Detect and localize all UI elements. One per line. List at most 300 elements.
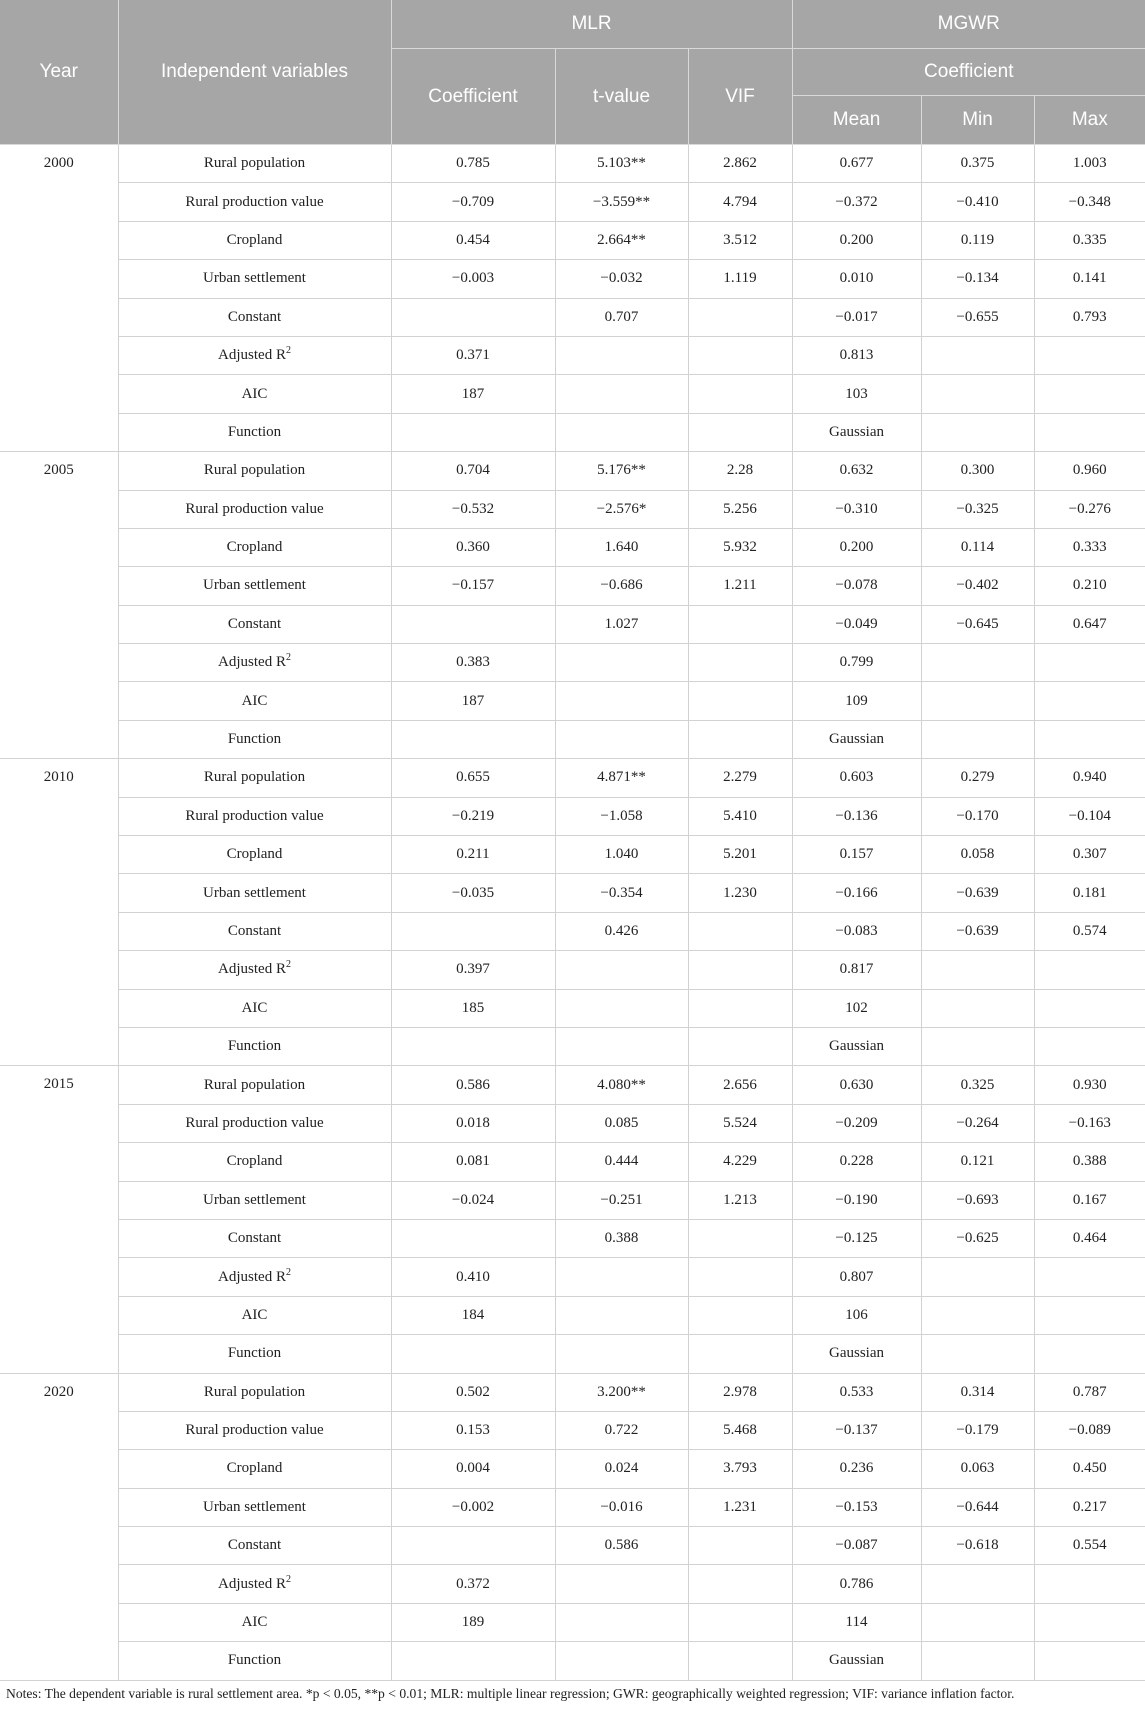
vif-cell: 1.213 xyxy=(688,1181,792,1219)
mgwr-min-cell: 0.279 xyxy=(921,759,1034,797)
variable-cell xyxy=(118,183,391,221)
table-row xyxy=(0,951,1145,989)
mgwr-mean-cell: 0.786 xyxy=(792,1565,921,1603)
superscript: 2 xyxy=(285,1573,291,1585)
table-row xyxy=(0,413,1145,451)
variable-label: Constant xyxy=(227,923,282,939)
vif-cell xyxy=(688,912,792,950)
variable-label: Adjusted R xyxy=(218,1268,286,1285)
table-row xyxy=(0,145,1145,183)
table-row xyxy=(0,528,1145,566)
mgwr-min-cell xyxy=(921,1258,1034,1296)
t-value-cell: −0.354 xyxy=(555,874,688,912)
mlr-coefficient-cell: 0.397 xyxy=(391,951,555,989)
mgwr-max-cell: −0.104 xyxy=(1034,797,1145,835)
t-value-cell: 4.080** xyxy=(555,1066,688,1104)
mgwr-max-cell: −0.276 xyxy=(1034,490,1145,528)
vif-cell: 5.468 xyxy=(688,1411,792,1449)
table-row xyxy=(0,1411,1145,1449)
vif-cell xyxy=(688,336,792,374)
mgwr-max-cell: 0.388 xyxy=(1034,1143,1145,1181)
mgwr-min-cell: −0.410 xyxy=(921,183,1034,221)
mgwr-min-cell xyxy=(921,1565,1034,1603)
t-value-cell xyxy=(555,1565,688,1603)
variable-label: Adjusted R xyxy=(218,347,286,364)
variable-label: Adjusted R xyxy=(218,961,286,978)
mgwr-min-cell xyxy=(921,1296,1034,1334)
mgwr-mean-cell: 0.010 xyxy=(792,260,921,298)
vif-cell xyxy=(688,951,792,989)
year-cell: 2010 xyxy=(0,759,118,1066)
table-notes: Notes: The dependent variable is rural settlement area. *p < 0.05, **p < 0.01; MLR: multiple linear regression; GWR: geographically weighted regression; VIF: variance inflation factor. xyxy=(6,1686,1015,1701)
mgwr-max-cell xyxy=(1034,1565,1145,1603)
mgwr-min-cell: 0.114 xyxy=(921,528,1034,566)
variable-label: Adjusted R xyxy=(218,654,286,671)
mgwr-min-cell: 0.314 xyxy=(921,1373,1034,1411)
mgwr-mean-cell: 0.813 xyxy=(792,336,921,374)
variable-label: Rural population xyxy=(203,462,306,479)
variable-cell xyxy=(118,989,391,1027)
variable-cell xyxy=(118,1219,391,1257)
year-cell: 2005 xyxy=(0,452,118,759)
t-value-cell xyxy=(555,1335,688,1373)
t-value-cell xyxy=(555,1258,688,1296)
table-row xyxy=(0,1642,1145,1680)
mlr-coefficient-cell: −0.709 xyxy=(391,183,555,221)
variable-label: Rural production value xyxy=(185,1114,324,1131)
table-row xyxy=(0,720,1145,758)
mgwr-min-cell xyxy=(921,682,1034,720)
t-value-cell xyxy=(555,413,688,451)
mlr-coefficient-cell: 0.081 xyxy=(391,1143,555,1181)
mgwr-mean-cell: 0.236 xyxy=(792,1450,921,1488)
mgwr-mean-cell: 0.630 xyxy=(792,1066,921,1104)
mlr-coefficient-cell: −0.157 xyxy=(391,567,555,605)
variable-label: Urban settlement xyxy=(203,577,306,594)
mgwr-mean-cell: −0.166 xyxy=(792,874,921,912)
table-row xyxy=(0,375,1145,413)
vif-cell: 5.201 xyxy=(688,836,792,874)
variable-cell xyxy=(118,1143,391,1181)
mlr-coefficient-cell xyxy=(391,605,555,643)
mgwr-min-cell: −0.639 xyxy=(921,912,1034,950)
mgwr-min-cell: −0.645 xyxy=(921,605,1034,643)
mgwr-min-cell xyxy=(921,720,1034,758)
mgwr-mean-cell: −0.137 xyxy=(792,1411,921,1449)
vif-cell xyxy=(688,1565,792,1603)
variable-label: Cropland xyxy=(226,846,283,863)
mgwr-min-cell: 0.300 xyxy=(921,452,1034,490)
vif-cell xyxy=(688,1219,792,1257)
mgwr-min-cell: 0.058 xyxy=(921,836,1034,874)
variable-label: AIC xyxy=(241,1614,268,1631)
mgwr-mean-cell: 0.200 xyxy=(792,528,921,566)
mgwr-min-cell: 0.375 xyxy=(921,145,1034,183)
variable-cell xyxy=(118,797,391,835)
variable-cell xyxy=(118,1027,391,1065)
variable-cell xyxy=(118,1066,391,1104)
mgwr-mean-cell: 0.157 xyxy=(792,836,921,874)
variable-label: Urban settlement xyxy=(203,1191,306,1208)
table-row xyxy=(0,1258,1145,1296)
mlr-coefficient-cell: 0.785 xyxy=(391,145,555,183)
variable-cell xyxy=(118,836,391,874)
t-value-cell: 0.024 xyxy=(555,1450,688,1488)
mgwr-mean-cell: −0.087 xyxy=(792,1527,921,1565)
t-value-cell: 5.176** xyxy=(555,452,688,490)
mlr-coefficient-cell: 0.502 xyxy=(391,1373,555,1411)
t-value-cell xyxy=(555,1027,688,1065)
t-value-cell: 1.040 xyxy=(555,836,688,874)
variable-label: Constant xyxy=(227,1537,282,1554)
mlr-coefficient-cell: 0.586 xyxy=(391,1066,555,1104)
mgwr-mean-cell: −0.078 xyxy=(792,567,921,605)
header-mgwr-coefficient: Coefficient xyxy=(792,49,1145,96)
vif-cell: 4.794 xyxy=(688,183,792,221)
mgwr-mean-cell: 0.200 xyxy=(792,221,921,259)
mgwr-min-cell xyxy=(921,951,1034,989)
table-row xyxy=(0,1219,1145,1257)
variable-label: Constant xyxy=(227,615,282,632)
superscript: 2 xyxy=(285,652,291,664)
mlr-coefficient-cell: 0.211 xyxy=(391,836,555,874)
mgwr-max-cell: −0.163 xyxy=(1034,1104,1145,1142)
mlr-coefficient-cell: −0.003 xyxy=(391,260,555,298)
t-value-cell xyxy=(555,375,688,413)
variable-cell xyxy=(118,1335,391,1373)
mlr-coefficient-cell: 0.004 xyxy=(391,1450,555,1488)
mgwr-max-cell xyxy=(1034,951,1145,989)
t-value-cell: 2.664** xyxy=(555,221,688,259)
mlr-coefficient-cell xyxy=(391,298,555,336)
vif-cell: 3.793 xyxy=(688,1450,792,1488)
variable-cell xyxy=(118,682,391,720)
mgwr-min-cell xyxy=(921,644,1034,682)
header-t-value: t-value xyxy=(555,49,688,145)
mlr-coefficient-cell xyxy=(391,1642,555,1680)
mlr-coefficient-cell: 185 xyxy=(391,989,555,1027)
mlr-coefficient-cell: 0.018 xyxy=(391,1104,555,1142)
table-row xyxy=(0,1565,1145,1603)
mgwr-min-cell: −0.179 xyxy=(921,1411,1034,1449)
variable-label: Constant xyxy=(227,308,282,325)
mgwr-min-cell xyxy=(921,1603,1034,1641)
mgwr-mean-cell: −0.310 xyxy=(792,490,921,528)
mgwr-max-cell: 0.464 xyxy=(1034,1219,1145,1257)
mgwr-max-cell xyxy=(1034,413,1145,451)
mgwr-max-cell xyxy=(1034,1027,1145,1065)
t-value-cell: −0.686 xyxy=(555,567,688,605)
mgwr-max-cell: 1.003 xyxy=(1034,145,1145,183)
mlr-coefficient-cell xyxy=(391,720,555,758)
variable-label: Rural population xyxy=(203,769,306,786)
t-value-cell xyxy=(555,336,688,374)
header-mlr-coefficient: Coefficient xyxy=(391,49,555,145)
mgwr-min-cell xyxy=(921,336,1034,374)
table-row xyxy=(0,1296,1145,1334)
t-value-cell: 5.103** xyxy=(555,145,688,183)
variable-label: Rural production value xyxy=(185,500,324,517)
table-row xyxy=(0,1373,1145,1411)
year-cell: 2000 xyxy=(0,145,118,452)
mlr-coefficient-cell: 184 xyxy=(391,1296,555,1334)
vif-cell: 2.862 xyxy=(688,145,792,183)
t-value-cell: −1.058 xyxy=(555,797,688,835)
mgwr-mean-cell: −0.017 xyxy=(792,298,921,336)
mlr-coefficient-cell: −0.532 xyxy=(391,490,555,528)
mgwr-max-cell: 0.647 xyxy=(1034,605,1145,643)
variable-cell xyxy=(118,375,391,413)
variable-label: Rural population xyxy=(203,1383,306,1400)
vif-cell xyxy=(688,1603,792,1641)
mlr-coefficient-cell xyxy=(391,1527,555,1565)
mgwr-mean-cell: 0.807 xyxy=(792,1258,921,1296)
mgwr-max-cell: 0.335 xyxy=(1034,221,1145,259)
variable-cell xyxy=(118,1181,391,1219)
table-row xyxy=(0,1143,1145,1181)
mgwr-min-cell xyxy=(921,1335,1034,1373)
variable-label: AIC xyxy=(241,999,268,1016)
variable-label: Urban settlement xyxy=(203,270,306,287)
mgwr-min-cell: 0.325 xyxy=(921,1066,1034,1104)
mgwr-max-cell: 0.333 xyxy=(1034,528,1145,566)
t-value-cell: 4.871** xyxy=(555,759,688,797)
table-row xyxy=(0,1104,1145,1142)
vif-cell xyxy=(688,1642,792,1680)
mgwr-max-cell xyxy=(1034,1335,1145,1373)
t-value-cell xyxy=(555,1296,688,1334)
table-row xyxy=(0,1027,1145,1065)
mgwr-min-cell: −0.625 xyxy=(921,1219,1034,1257)
table-row xyxy=(0,452,1145,490)
mgwr-min-cell xyxy=(921,1027,1034,1065)
variable-label: Constant xyxy=(227,1230,282,1247)
t-value-cell: 0.444 xyxy=(555,1143,688,1181)
variable-label: Cropland xyxy=(226,1153,283,1170)
vif-cell xyxy=(688,1296,792,1334)
vif-cell xyxy=(688,375,792,413)
mgwr-mean-cell: Gaussian xyxy=(792,1027,921,1065)
t-value-cell: 0.722 xyxy=(555,1411,688,1449)
mgwr-max-cell xyxy=(1034,1642,1145,1680)
variable-cell xyxy=(118,1488,391,1526)
table-row xyxy=(0,797,1145,835)
table-row xyxy=(0,490,1145,528)
mgwr-mean-cell: Gaussian xyxy=(792,413,921,451)
vif-cell: 5.410 xyxy=(688,797,792,835)
mgwr-mean-cell: Gaussian xyxy=(792,720,921,758)
mgwr-max-cell: 0.554 xyxy=(1034,1527,1145,1565)
vif-cell: 1.119 xyxy=(688,260,792,298)
header-independent-variables: Independent variables xyxy=(118,0,391,145)
mgwr-mean-cell: 109 xyxy=(792,682,921,720)
mgwr-max-cell: 0.574 xyxy=(1034,912,1145,950)
vif-cell: 5.256 xyxy=(688,490,792,528)
header-mean: Mean xyxy=(792,96,921,145)
t-value-cell: 0.707 xyxy=(555,298,688,336)
mgwr-mean-cell: 0.533 xyxy=(792,1373,921,1411)
table-row xyxy=(0,912,1145,950)
variable-cell xyxy=(118,260,391,298)
mgwr-min-cell xyxy=(921,413,1034,451)
variable-label: Urban settlement xyxy=(203,1498,306,1515)
table-body xyxy=(0,145,1145,1681)
variable-cell xyxy=(118,221,391,259)
table-row xyxy=(0,1488,1145,1526)
t-value-cell: −0.251 xyxy=(555,1181,688,1219)
mgwr-max-cell xyxy=(1034,720,1145,758)
mlr-coefficient-cell: −0.035 xyxy=(391,874,555,912)
variable-cell xyxy=(118,1104,391,1142)
vif-cell: 2.28 xyxy=(688,452,792,490)
variable-label: Urban settlement xyxy=(203,884,306,901)
mgwr-mean-cell: 0.603 xyxy=(792,759,921,797)
mgwr-max-cell xyxy=(1034,375,1145,413)
mgwr-mean-cell: −0.153 xyxy=(792,1488,921,1526)
mgwr-max-cell: −0.089 xyxy=(1034,1411,1145,1449)
mlr-coefficient-cell: 0.383 xyxy=(391,644,555,682)
mgwr-min-cell: −0.264 xyxy=(921,1104,1034,1142)
table-row xyxy=(0,874,1145,912)
vif-cell xyxy=(688,1027,792,1065)
mgwr-min-cell xyxy=(921,989,1034,1027)
mlr-coefficient-cell: 0.360 xyxy=(391,528,555,566)
t-value-cell: 1.640 xyxy=(555,528,688,566)
table-row xyxy=(0,567,1145,605)
mlr-coefficient-cell: −0.024 xyxy=(391,1181,555,1219)
header-mgwr: MGWR xyxy=(792,0,1145,49)
mgwr-max-cell xyxy=(1034,989,1145,1027)
variable-label: Rural production value xyxy=(185,193,324,210)
variable-label: Rural production value xyxy=(185,1422,324,1439)
variable-cell xyxy=(118,874,391,912)
t-value-cell xyxy=(555,1642,688,1680)
mlr-coefficient-cell: 0.454 xyxy=(391,221,555,259)
mgwr-min-cell: 0.063 xyxy=(921,1450,1034,1488)
variable-cell xyxy=(118,605,391,643)
mgwr-min-cell: −0.402 xyxy=(921,567,1034,605)
mgwr-max-cell xyxy=(1034,682,1145,720)
t-value-cell xyxy=(555,720,688,758)
mgwr-min-cell: −0.325 xyxy=(921,490,1034,528)
table-row xyxy=(0,1066,1145,1104)
t-value-cell xyxy=(555,951,688,989)
variable-cell xyxy=(118,1565,391,1603)
variable-label: Rural population xyxy=(203,1076,306,1093)
mlr-coefficient-cell xyxy=(391,1335,555,1373)
t-value-cell: 0.426 xyxy=(555,912,688,950)
t-value-cell: 1.027 xyxy=(555,605,688,643)
t-value-cell: 0.085 xyxy=(555,1104,688,1142)
superscript: 2 xyxy=(285,1266,291,1278)
mgwr-mean-cell: Gaussian xyxy=(792,1642,921,1680)
variable-label: Adjusted R xyxy=(218,1575,286,1592)
mgwr-mean-cell: 0.228 xyxy=(792,1143,921,1181)
variable-cell xyxy=(118,336,391,374)
mgwr-max-cell xyxy=(1034,644,1145,682)
mgwr-max-cell: 0.167 xyxy=(1034,1181,1145,1219)
variable-cell xyxy=(118,720,391,758)
table-row xyxy=(0,1181,1145,1219)
mgwr-max-cell: 0.450 xyxy=(1034,1450,1145,1488)
table-row xyxy=(0,298,1145,336)
mlr-coefficient-cell: −0.219 xyxy=(391,797,555,835)
mgwr-mean-cell: −0.049 xyxy=(792,605,921,643)
mlr-coefficient-cell: 0.655 xyxy=(391,759,555,797)
mgwr-max-cell: 0.787 xyxy=(1034,1373,1145,1411)
vif-cell xyxy=(688,1335,792,1373)
mgwr-max-cell: 0.960 xyxy=(1034,452,1145,490)
t-value-cell: −0.032 xyxy=(555,260,688,298)
mgwr-max-cell: 0.940 xyxy=(1034,759,1145,797)
mlr-coefficient-cell: −0.002 xyxy=(391,1488,555,1526)
variable-cell xyxy=(118,951,391,989)
t-value-cell: −3.559** xyxy=(555,183,688,221)
vif-cell: 2.279 xyxy=(688,759,792,797)
mgwr-min-cell: 0.121 xyxy=(921,1143,1034,1181)
variable-label: Function xyxy=(227,423,282,440)
variable-cell xyxy=(118,490,391,528)
header-max: Max xyxy=(1034,96,1145,145)
mgwr-max-cell xyxy=(1034,1258,1145,1296)
vif-cell xyxy=(688,682,792,720)
variable-label: Function xyxy=(227,1345,282,1362)
mlr-coefficient-cell: 187 xyxy=(391,682,555,720)
mgwr-mean-cell: −0.209 xyxy=(792,1104,921,1142)
mgwr-mean-cell: Gaussian xyxy=(792,1335,921,1373)
mgwr-min-cell: 0.119 xyxy=(921,221,1034,259)
mgwr-max-cell xyxy=(1034,1603,1145,1641)
t-value-cell: 0.388 xyxy=(555,1219,688,1257)
table-row xyxy=(0,221,1145,259)
mgwr-mean-cell: 0.677 xyxy=(792,145,921,183)
table-row xyxy=(0,989,1145,1027)
mgwr-min-cell xyxy=(921,375,1034,413)
mgwr-mean-cell: −0.190 xyxy=(792,1181,921,1219)
mgwr-mean-cell: 0.632 xyxy=(792,452,921,490)
variable-cell xyxy=(118,759,391,797)
mlr-coefficient-cell xyxy=(391,912,555,950)
variable-label: Cropland xyxy=(226,539,283,556)
mgwr-min-cell: −0.170 xyxy=(921,797,1034,835)
table-row xyxy=(0,836,1145,874)
t-value-cell: −0.016 xyxy=(555,1488,688,1526)
vif-cell xyxy=(688,298,792,336)
mlr-coefficient-cell: 0.153 xyxy=(391,1411,555,1449)
mgwr-max-cell xyxy=(1034,1296,1145,1334)
variable-cell xyxy=(118,1373,391,1411)
table-row xyxy=(0,1603,1145,1641)
mlr-coefficient-cell xyxy=(391,1027,555,1065)
vif-cell: 2.656 xyxy=(688,1066,792,1104)
mlr-coefficient-cell: 187 xyxy=(391,375,555,413)
variable-label: Function xyxy=(227,1038,282,1055)
variable-cell xyxy=(118,1411,391,1449)
variable-cell xyxy=(118,1450,391,1488)
vif-cell: 5.524 xyxy=(688,1104,792,1142)
variable-cell xyxy=(118,452,391,490)
t-value-cell xyxy=(555,1603,688,1641)
variable-cell xyxy=(118,912,391,950)
vif-cell: 3.512 xyxy=(688,221,792,259)
table-row xyxy=(0,336,1145,374)
t-value-cell: −2.576* xyxy=(555,490,688,528)
variable-label: AIC xyxy=(241,1306,268,1323)
mgwr-min-cell xyxy=(921,1642,1034,1680)
mgwr-mean-cell: 0.799 xyxy=(792,644,921,682)
mgwr-min-cell: −0.618 xyxy=(921,1527,1034,1565)
table-row xyxy=(0,605,1145,643)
